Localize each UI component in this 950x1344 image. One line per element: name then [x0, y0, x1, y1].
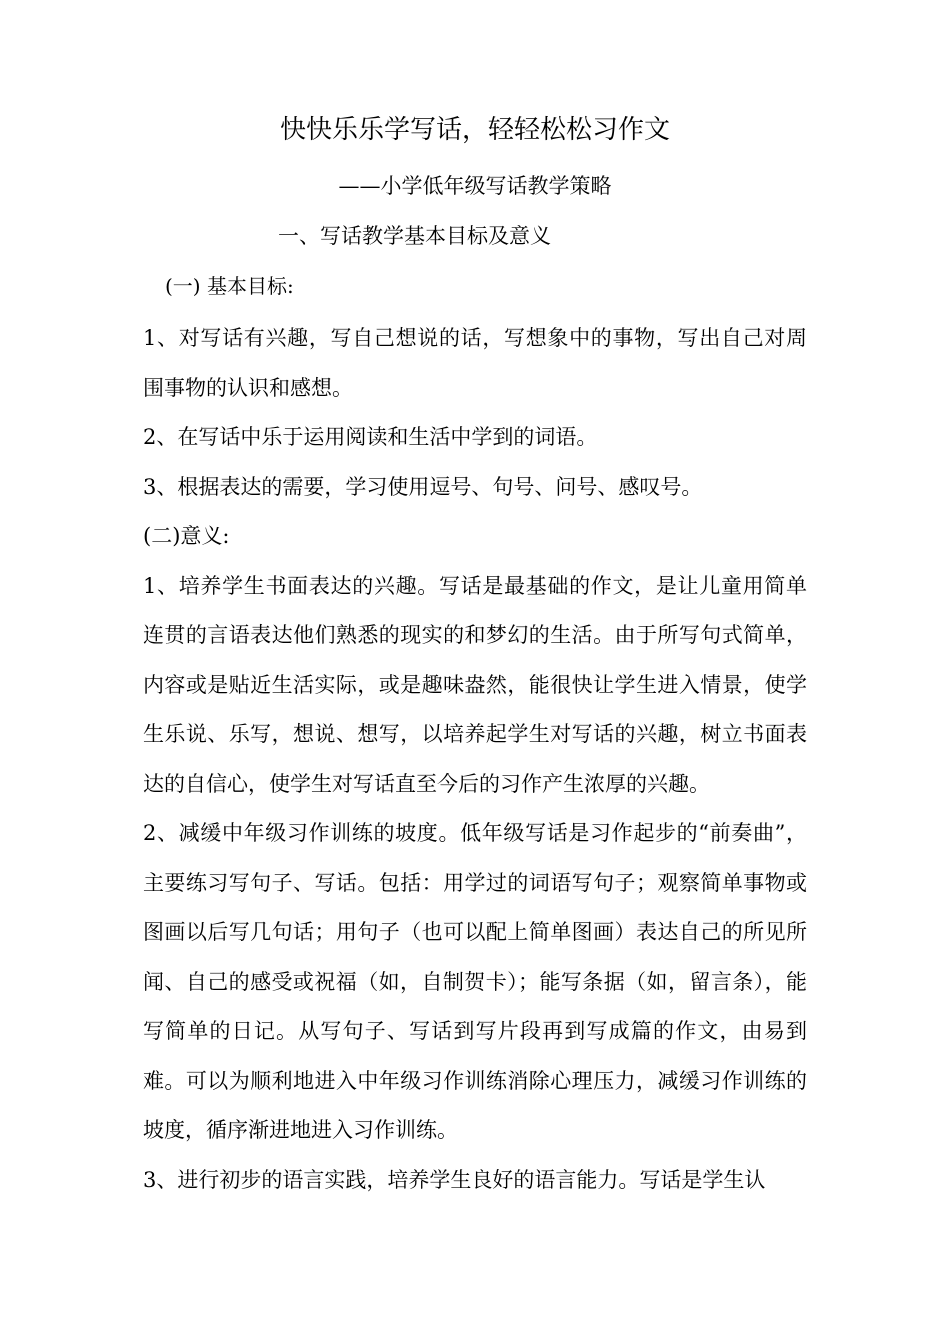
goal-paragraph-1: 1、对写话有兴趣，写自己想说的话，写想象中的事物，写出自己对周围事物的认识和感想。 — [143, 326, 807, 400]
meaning-paragraph-1: 1、培养学生书面表达的兴趣。写话是最基础的作文，是让儿童用简单连贯的言语表达他们熟悉的现实的和梦幻的生活。由于所写句式简单，内容或是贴近生活实际，或是趣味盎然，能很快让学生进入情景，使学生乐说、乐写，想说、想写，以培养起学生对写话的兴趣，树立书面表达的自信心，使学生对写话直至今后的习作产生浓厚的兴趣。 — [143, 573, 807, 796]
meaning-paragraph-2: 2、减缓中年级习作训练的坡度。低年级写话是习作起步的“前奏曲”，主要练习写句子、写话。包括：用学过的词语写句子；观察简单事物或图画以后写几句话；用句子（也可以配上简单图画）表达自己的所见所闻、自己的感受或祝福（如，自制贺卡）；能写条据（如，留言条），能写简单的日记。从写句子、写话到写片段再到写成篇的作文，由易到难。可以为顺利地进入中年级习作训练消除心理压力，减缓习作训练的坡度，循序渐进地进入习作训练。 — [143, 821, 807, 1142]
document-subtitle: ——小学低年级写话教学策略 — [338, 174, 612, 198]
section-heading: 一、写话教学基本目标及意义 — [278, 224, 551, 248]
subsection-heading-goals: (一) 基本目标: — [165, 274, 294, 298]
goal-paragraph-3: 3、根据表达的需要，学习使用逗号、句号、问号、感叹号。 — [143, 474, 703, 499]
goal-paragraph-2: 2、在写话中乐于运用阅读和生活中学到的词语。 — [143, 425, 598, 449]
meaning-paragraph-3: 3、进行初步的语言实践，培养学生良好的语言能力。写话是学生认 — [143, 1167, 766, 1192]
document-title: 快快乐乐学写话，轻轻松松习作文 — [279, 115, 670, 145]
subsection-heading-meaning: (二)意义: — [143, 524, 230, 548]
document-body — [143, 314, 807, 1205]
